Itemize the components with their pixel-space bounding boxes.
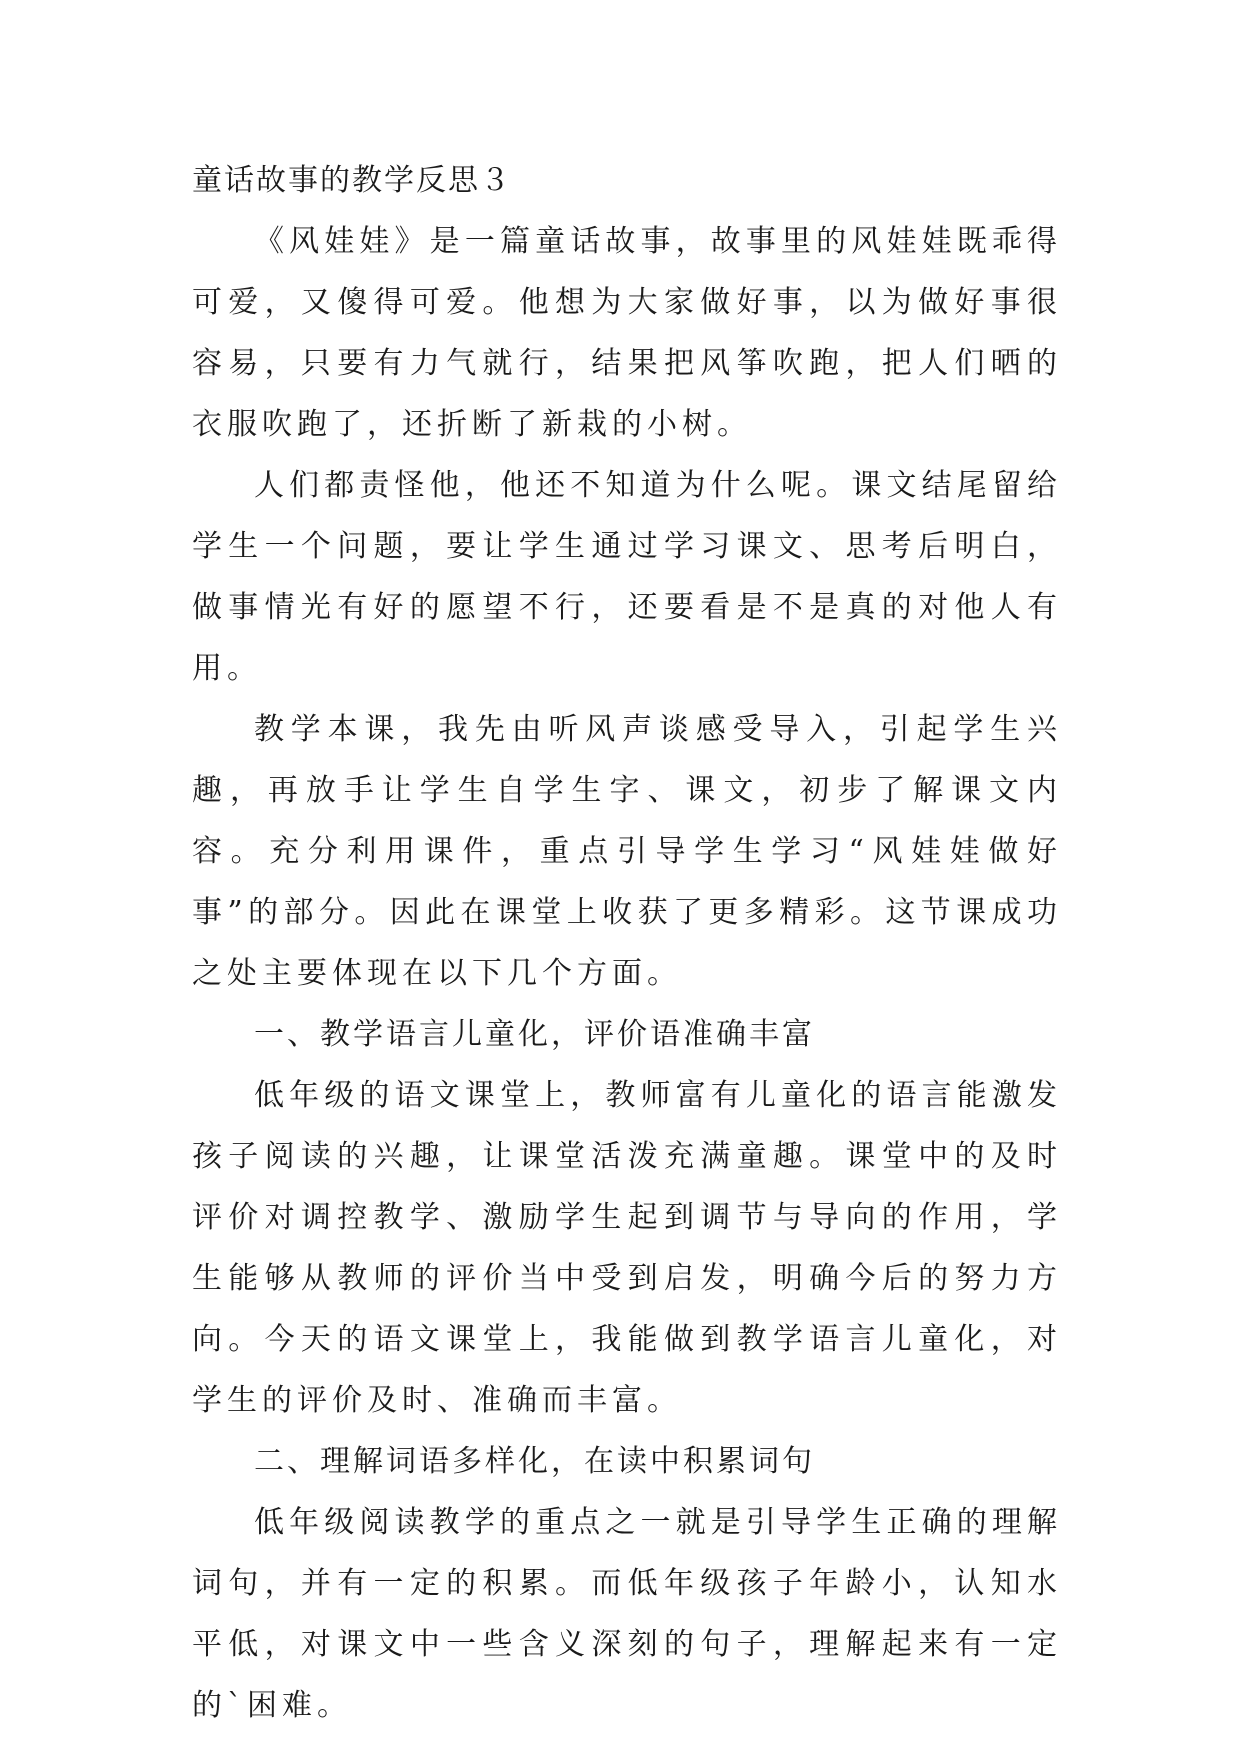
paragraph-teaching: 教学本课，我先由听风声谈感受导入，引起学生兴趣，再放手让学生自学生字、课文，初步了解课文内容。充分利用课件，重点引导学生学习“风娃娃做好事”的部分。因此在课堂上收获了更多精彩。这节课成功之处主要体现在以下几个方面。 (192, 712, 1062, 991)
section-heading-2: 二、理解词语多样化，在读中积累词句 (254, 1444, 815, 1479)
paragraph-language: 低年级的语文课堂上，教师富有儿童化的语言能激发孩子阅读的兴趣，让课堂活泼充满童趣。课堂中的及时评价对调控教学、激励学生起到调节与导向的作用，学生能够从教师的评价当中受到启发，明确今后的努力方向。今天的语文课堂上，我能做到教学语言儿童化，对学生的评价及时、准确而丰富。 (192, 1078, 1062, 1418)
section-heading-1: 一、教学语言儿童化，评价语准确丰富 (254, 1017, 815, 1052)
paragraph-intro: 《风娃娃》是一篇童话故事，故事里的风娃娃既乖得可爱，又傻得可爱。他想为大家做好事，以为做好事很容易，只要有力气就行，结果把风筝吹跑，把人们晒的衣服吹跑了，还折断了新栽的小树。 (192, 224, 1062, 442)
paragraph-blame: 人们都责怪他，他还不知道为什么呢。课文结尾留给学生一个问题，要让学生通过学习课文、思考后明白，做事情光有好的愿望不行，还要看是不是真的对他人有用。 (192, 468, 1062, 686)
paragraph-vocabulary: 低年级阅读教学的重点之一就是引导学生正确的理解词句，并有一定的积累。而低年级孩子年龄小，认知水平低，对课文中一些含义深刻的句子，理解起来有一定的`困难。 (192, 1505, 1062, 1723)
document-body (192, 150, 1062, 1736)
document-title: 童话故事的教学反思３ (192, 163, 512, 198)
